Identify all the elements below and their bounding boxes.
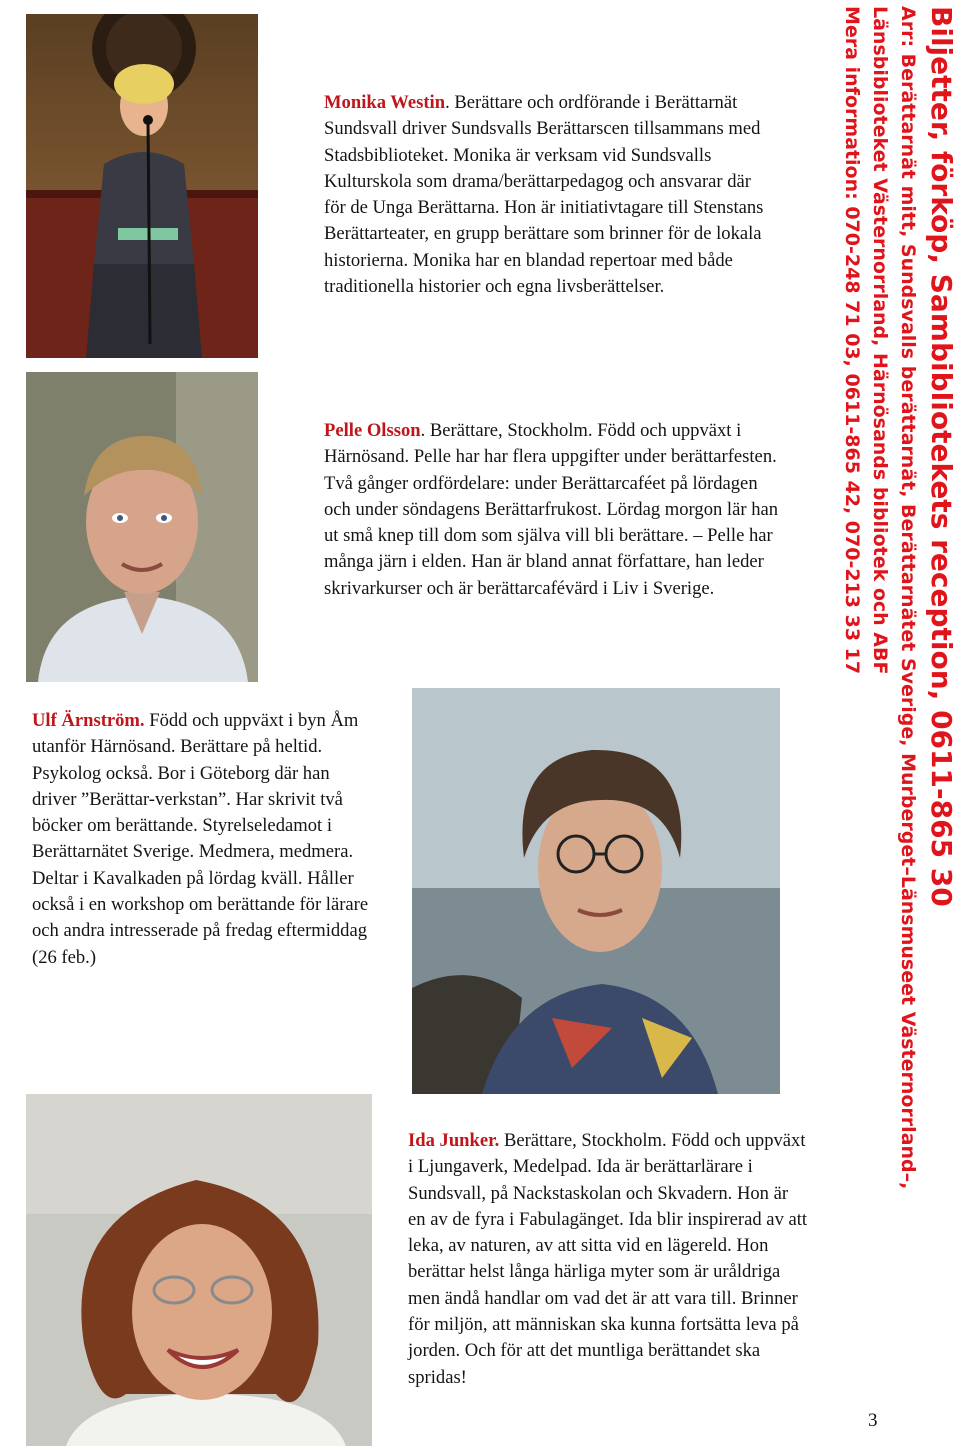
bio-text-ida-junker: Berättare, Stockholm. Född och uppväxt i Ljungaverk, Medelpad. Ida är berättarlärare i Sundsvall, på Nackstaskolan och Skvadern. Hon är en av de fyra i Fabulagänget. Ida blir inspirerad av att leka, av naturen, av att sitta vid en lägereld. Hon berättar helst långa härliga myter som är uråldriga men ändå handlar om vad det är att vara till. Brinner för miljön, att människan ska kunna fortsätta leva på jorden. Och för att det muntliga berättandet ska spridas!: [408, 1130, 808, 1388]
name-pelle-olsson: Pelle Olsson: [324, 420, 421, 441]
bio-monika-westin: [324, 90, 764, 300]
banner-tickets-line: Biljetter, förköp, Sambibliotekets reception, 0611-865 30: [925, 6, 958, 907]
banner-more-info-line: Mera information: 070-248 71 03, 0611-865 42, 070-213 33 17: [841, 6, 863, 675]
portrait-photo-icon: [26, 372, 258, 682]
page-number: 3: [868, 1410, 878, 1431]
bio-ida-junker: [408, 1128, 808, 1391]
bio-pelle-olsson: [324, 418, 782, 602]
performer-photo-icon: [26, 14, 258, 358]
photo-pelle-olsson: [412, 688, 780, 1094]
bio-text-pelle-olsson: . Berättare, Stockholm. Född och uppväxt i Härnösand. Pelle har har flera uppgifter under berättarfesten. Två gånger ordfördelare: under Berättarcaféet på lördagen och under söndagens Berättarfrukost. Lördag morgon lär han ut små knep till dom som själva vill bli berättare. – Pelle har många järn i elden. Han är bland annat författare, han leder skrivarkurser och är berättarcafévärd i Liv i Sverige.: [324, 420, 779, 599]
ticket-info-banner: [836, 0, 960, 1446]
bio-text-ulf-arnstrom: Född och uppväxt i byn Åm utanför Härnösand. Berättare på heltid. Psykolog också. Bor i Göteborg där han driver ”Berättar-verkstan”. Har skrivit två böcker om berättande. Styrelseledamot i Berättarnätet Sverige. Medmera, medmera. Deltar i Kavalkaden på lördag kväll. Håller också i en workshop om berättande för lärare och andra intresserade på fredag eftermiddag (26 feb.): [32, 710, 369, 968]
name-monika-westin: Monika Westin: [324, 92, 446, 113]
name-ida-junker: Ida Junker.: [408, 1130, 500, 1151]
photo-ida-junker: [26, 1094, 372, 1446]
banner-organizers-line: Arr: Berättarnät mitt, Sundsvalls berättarnät, Berättarnätet Sverige, Murberget–Länsmuseet Västernorrland–,: [897, 6, 919, 1190]
photo-ulf-arnstrom: [26, 372, 258, 682]
photo-monika-westin: [26, 14, 258, 358]
portrait-photo-icon: [412, 688, 780, 1094]
bio-ulf-arnstrom: [32, 708, 378, 971]
banner-libraries-line: Länsbiblioteket Västernorrland, Härnösands bibliotek och ABF: [869, 6, 891, 675]
portrait-photo-icon: [26, 1094, 372, 1446]
bio-text-monika-westin: . Berättare och ordförande i Berättarnät Sundsvall driver Sundsvalls Berättarscen tillsammans med Stadsbiblioteket. Monika är verksam vid Sundsvalls Kulturskola som drama/berättarpedagog och ansvarar där för de Unga Berättarna. Hon är initiativtagare till Stenstans Berättarteater, en grupp berättare som brinner för de lokala historierna. Monika har en blandad repertoar med både traditionella historier och egna livsberättelser.: [324, 92, 764, 298]
name-ulf-arnstrom: Ulf Ärnström.: [32, 710, 145, 731]
